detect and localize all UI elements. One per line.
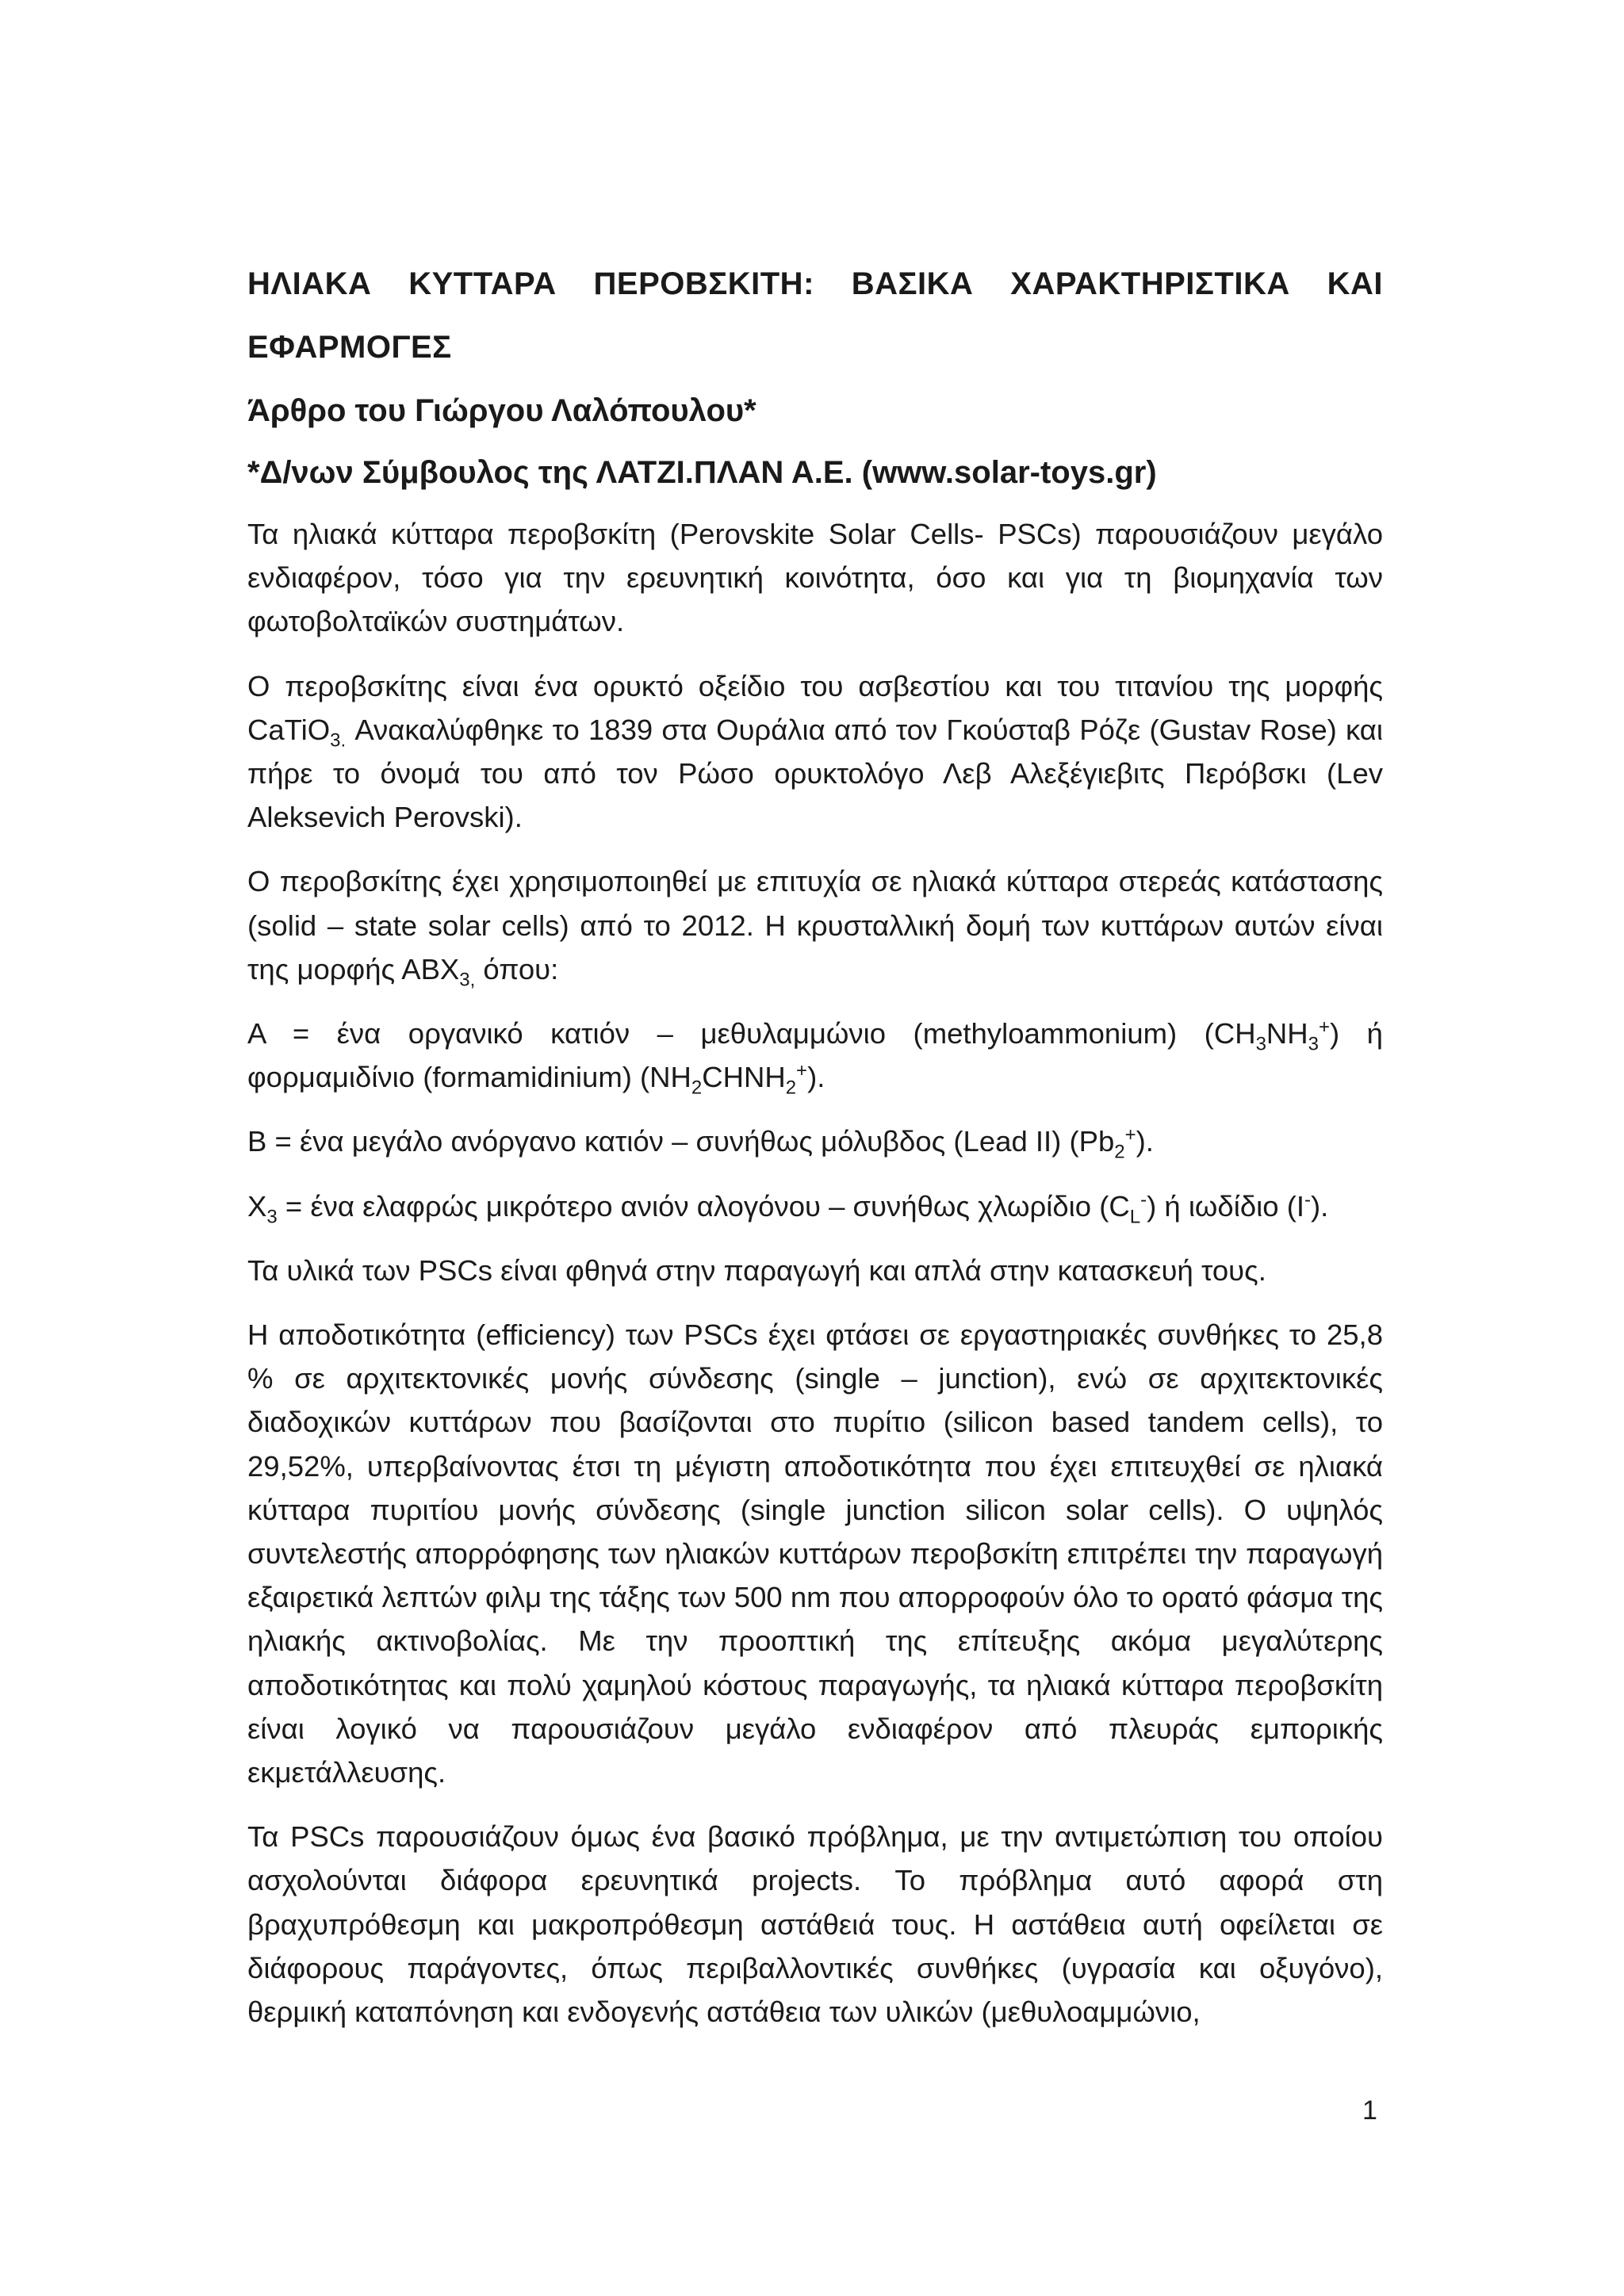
document-title: ΗΛΙΑΚΑ ΚΥΤΤΑΡΑ ΠΕΡΟΒΣΚΙΤΗ: ΒΑΣΙΚΑ ΧΑΡΑΚΤΗΡΙΣΤΙΚΑ ΚΑΙ ΕΦΑΡΜΟΓΕΣ bbox=[247, 266, 1383, 365]
text-run: Β = ένα μεγάλο ανόργανο κατιόν – συνήθως μόλυβδος (Lead II) (Pb bbox=[247, 1125, 1115, 1158]
subscript: 2 bbox=[691, 1077, 703, 1099]
subscript: L bbox=[1129, 1205, 1141, 1227]
paragraph-intro: Τα ηλιακά κύτταρα περοβσκίτη (Perovskite Solar Cells- PSCs) παρουσιάζουν μεγάλο ενδιαφέρον, τόσο για την ερευνητική κοινότητα, όσο και για τη βιομηχανία των φωτοβολταϊκών συστημάτων. bbox=[247, 518, 1383, 638]
text-run: ) ή φορμαμιδίνιο (formamidinium) (NH bbox=[247, 1017, 1383, 1094]
paragraph-anion-x bbox=[247, 1184, 1383, 1228]
paragraph-materials: Τα υλικά των PSCs είναι φθηνά στην παραγωγή και απλά στην κατασκευή τους. bbox=[247, 1253, 1266, 1287]
text-run: CHNH bbox=[702, 1061, 786, 1094]
text-run: ) ή ιωδίδιο (I bbox=[1147, 1189, 1305, 1223]
affiliation-line: *Δ/νων Σύμβουλος της ΛΑΤΖΙ.ΠΛΑΝ Α.Ε. (www.solar-toys.gr) bbox=[247, 455, 1157, 490]
subscript: 3 bbox=[1255, 1033, 1266, 1055]
paragraph-perovskite-origin bbox=[247, 664, 1383, 840]
subscript: 3, bbox=[459, 969, 476, 991]
subscript: 3. bbox=[330, 729, 347, 752]
text-run: όπου: bbox=[475, 952, 559, 985]
subscript: 3 bbox=[266, 1205, 278, 1227]
subscript: 3 bbox=[1308, 1033, 1319, 1055]
paragraph-crystal-structure bbox=[247, 859, 1383, 991]
text-run: ). bbox=[1311, 1189, 1329, 1223]
text-run: Ο περοβσκίτης είναι ένα ορυκτό οξείδιο του ασβεστίου και του τιτανίου της μορφής CaTiO bbox=[247, 669, 1383, 746]
superscript: + bbox=[1124, 1124, 1136, 1146]
paragraph-cation-a bbox=[247, 1012, 1383, 1099]
subscript: 2 bbox=[785, 1077, 797, 1099]
text-run: = ένα ελαφρώς μικρότερο ανιόν αλογόνου – συνήθως χλωρίδιο (C bbox=[277, 1189, 1130, 1223]
superscript: - bbox=[1304, 1188, 1312, 1211]
text-run: ). bbox=[1136, 1125, 1154, 1158]
superscript: + bbox=[1319, 1016, 1331, 1038]
text-run: NH bbox=[1266, 1017, 1308, 1050]
author-line: Άρθρο του Γιώργου Λαλόπουλου* bbox=[247, 393, 756, 428]
paragraph-stability: Τα PSCs παρουσιάζουν όμως ένα βασικό πρόβλημα, με την αντιμετώπιση του οποίου ασχολούνται διάφορα ερευνητικά projects. Το πρόβλημα αυτό αφορά στη βραχυπρόθεσμη και μακροπρόθεσμη αστάθειά τους. Η αστάθεια αυτή οφείλεται σε διάφορους παράγοντες, όπως περιβαλλοντικές συνθήκες (υγρασία και οξυγόνο), θερμική καταπόνηση και ενδογενής αστάθεια των υλικών (μεθυλοαμμώνιο, bbox=[247, 1820, 1383, 2029]
page-number: 1 bbox=[1362, 2095, 1377, 2126]
text-run: Χ bbox=[247, 1189, 267, 1223]
text-run: ). bbox=[807, 1061, 825, 1094]
paragraph-efficiency: Η αποδοτικότητα (efficiency) των PSCs έχει φτάσει σε εργαστηριακές συνθήκες το 25,8 % σε αρχιτεκτονικές μονής σύνδεσης (single – junction), ενώ σε αρχιτεκτονικές διαδοχικών κυττάρων που βασίζονται στο πυρίτιο (silicon based tandem cells), το 29,52%, υπερβαίνοντας έτσι τη μέγιστη αποδοτικότητα που έχει επιτευχθεί σε ηλιακά κύτταρα πυριτίου μονής σύνδεσης (single junction silicon solar cells). Ο υψηλός συντελεστής απορρόφησης των ηλιακών κυττάρων περοβσκίτη επιτρέπει την παραγωγή εξαιρετικά λεπτών φιλμ της τάξης των 500 nm που απορροφούν όλο το ορατό φάσμα της ηλιακής ακτινοβολίας. Με την προοπτική της επίτευξης ακόμα μεγαλύτερης αποδοτικότητας και πολύ χαμηλού κόστους παραγωγής, τα ηλιακά κύτταρα περοβσκίτη είναι λογικό να παρουσιάζουν μεγάλο ενδιαφέρον από πλευράς εμπορικής εκμετάλλευσης. bbox=[247, 1318, 1383, 1789]
subscript: 2 bbox=[1114, 1141, 1125, 1163]
text-run: Ανακαλύφθηκε το 1839 στα Ουράλια από τον Γκούσταβ Ρόζε (Gustav Rose) και πήρε το όνομά του από τον Ρώσο ορυκτολόγο Λεβ Αλεξέγιεβιτς Περόβσκι (Lev Aleksevich Perovski). bbox=[247, 713, 1383, 834]
paragraph-cation-b bbox=[247, 1119, 1383, 1163]
superscript: + bbox=[796, 1060, 808, 1082]
text-run: Α = ένα οργανικό κατιόν – μεθυλαμμώνιο (methyloammonium) (CH bbox=[247, 1017, 1256, 1050]
text-run: Ο περοβσκίτης έχει χρησιμοποιηθεί με επιτυχία σε ηλιακά κύτταρα στερεάς κατάστασης (solid – state solar cells) από το 2012. Η κρυσταλλική δομή των κυττάρων αυτών είναι της μορφής ΑΒΧ bbox=[247, 865, 1383, 985]
document-page bbox=[247, 252, 1383, 2054]
superscript: - bbox=[1140, 1188, 1147, 1211]
